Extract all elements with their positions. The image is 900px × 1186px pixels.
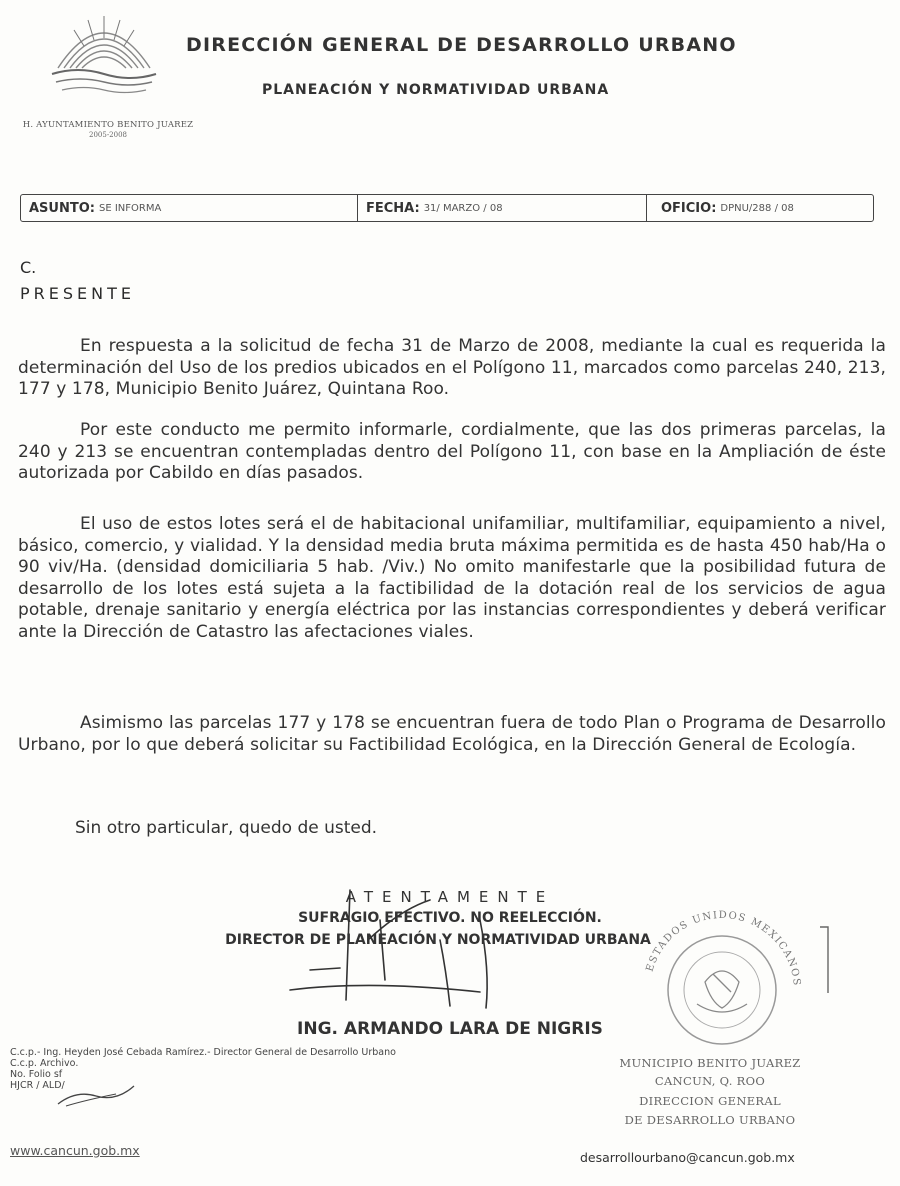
body-paragraph-3: El uso de estos lotes será el de habitacional unifamiliar, multifamiliar, equipamiento a nivel, básico, comercio, y vialidad. Y la densidad media bruta máxima permitida es de hasta 450 hab/Ha o 90 viv/Ha. (densidad domiciliaria 5 hab. /Viv.) No omito manifestarle que la posibilidad futura de desarrollo de los lotes está sujeta a la factibilidad de la dotación real de los servicios de agua potable, drenaje sanitario y energía eléctrica por las instancias correspondientes y deberá verificar ante la Dirección de Catastro las afectaciones viales. xyxy=(18,514,886,642)
motto-line: SUFRAGIO EFECTIVO. NO REELECCIÓN. xyxy=(298,910,602,926)
closing-line: Sin otro particular, quedo de usted. xyxy=(75,818,378,838)
svg-text:ESTADOS UNIDOS MEXICANOS xyxy=(644,910,802,987)
footer-email[interactable]: desarrollourbano@cancun.gob.mx xyxy=(580,1150,795,1165)
copy-line-2: C.c.p. Archivo. xyxy=(10,1058,79,1069)
municipal-logo-icon xyxy=(48,8,160,98)
asunto-label: ASUNTO: xyxy=(29,200,95,216)
department-subtitle: PLANEACIÓN Y NORMATIVIDAD URBANA xyxy=(262,82,610,98)
copy-line-3: No. Folio sf xyxy=(10,1069,63,1080)
footer-website-link[interactable]: www.cancun.gob.mx xyxy=(10,1143,140,1158)
oficio-label: OFICIO: xyxy=(661,200,717,216)
fecha-label: FECHA: xyxy=(366,200,420,216)
reference-box xyxy=(20,194,874,222)
initials-scribble-icon xyxy=(56,1082,136,1110)
asunto-field xyxy=(21,195,357,221)
official-seal-icon xyxy=(605,908,825,1048)
addressee-line: C. xyxy=(20,258,37,277)
atentamente-line: ATENTAMENTE xyxy=(345,888,555,906)
seal-text-line-4: DE DESARROLLO URBANO xyxy=(624,1113,796,1127)
oficio-field xyxy=(647,195,873,221)
seal-text-line-1: MUNICIPIO BENITO JUAREZ xyxy=(619,1056,801,1070)
body-paragraph-2: Por este conducto me permito informarle, cordialmente, que las dos primeras parcelas, la 240 y 213 se encuentran contempladas dentro del Polígono 11, con base en la Ampliación de éste autorizada por Cabildo en días pasados. xyxy=(18,420,886,483)
logo-caption: H. AYUNTAMIENTO BENITO JUAREZ xyxy=(22,120,194,130)
signer-name: ING. ARMANDO LARA DE NIGRIS xyxy=(297,1019,603,1039)
signer-position: DIRECTOR DE PLANEACIÓN Y NORMATIVIDAD URBANA xyxy=(225,932,651,948)
seal-ring-text: ESTADOS UNIDOS MEXICANOS xyxy=(644,909,803,988)
oficio-value: DPNU/288 / 08 xyxy=(720,202,794,214)
seal-text-line-2: CANCUN, Q. ROO xyxy=(654,1074,766,1088)
fecha-field xyxy=(358,195,646,221)
asunto-value: SE INFORMA xyxy=(98,202,162,214)
organization-title: DIRECCIÓN GENERAL DE DESARROLLO URBANO xyxy=(186,34,737,56)
bracket-mark-icon xyxy=(818,925,830,995)
presente-line: PRESENTE xyxy=(20,284,135,303)
copy-line-1: C.c.p.- Ing. Heyden José Cebada Ramírez.- Director General de Desarrollo Urbano xyxy=(10,1047,396,1058)
fecha-value: 31/ MARZO / 08 xyxy=(423,202,503,214)
logo-caption-years: 2005-2008 xyxy=(89,131,127,139)
body-paragraph-1: En respuesta a la solicitud de fecha 31 de Marzo de 2008, mediante la cual es requerida la determinación del Uso de los predios ubicados en el Polígono 11, marcados como parcelas 240, 213, 177 y 178, Municipio Benito Juárez, Quintana Roo. xyxy=(18,336,886,399)
copy-line-4: HJCR / ALD/ xyxy=(10,1080,65,1091)
body-paragraph-4: Asimismo las parcelas 177 y 178 se encuentran fuera de todo Plan o Programa de Desarrollo Urbano, por lo que deberá solicitar su Factibilidad Ecológica, en la Dirección General de Ecología. xyxy=(18,713,886,755)
seal-text-line-3: DIRECCION GENERAL xyxy=(639,1094,781,1108)
